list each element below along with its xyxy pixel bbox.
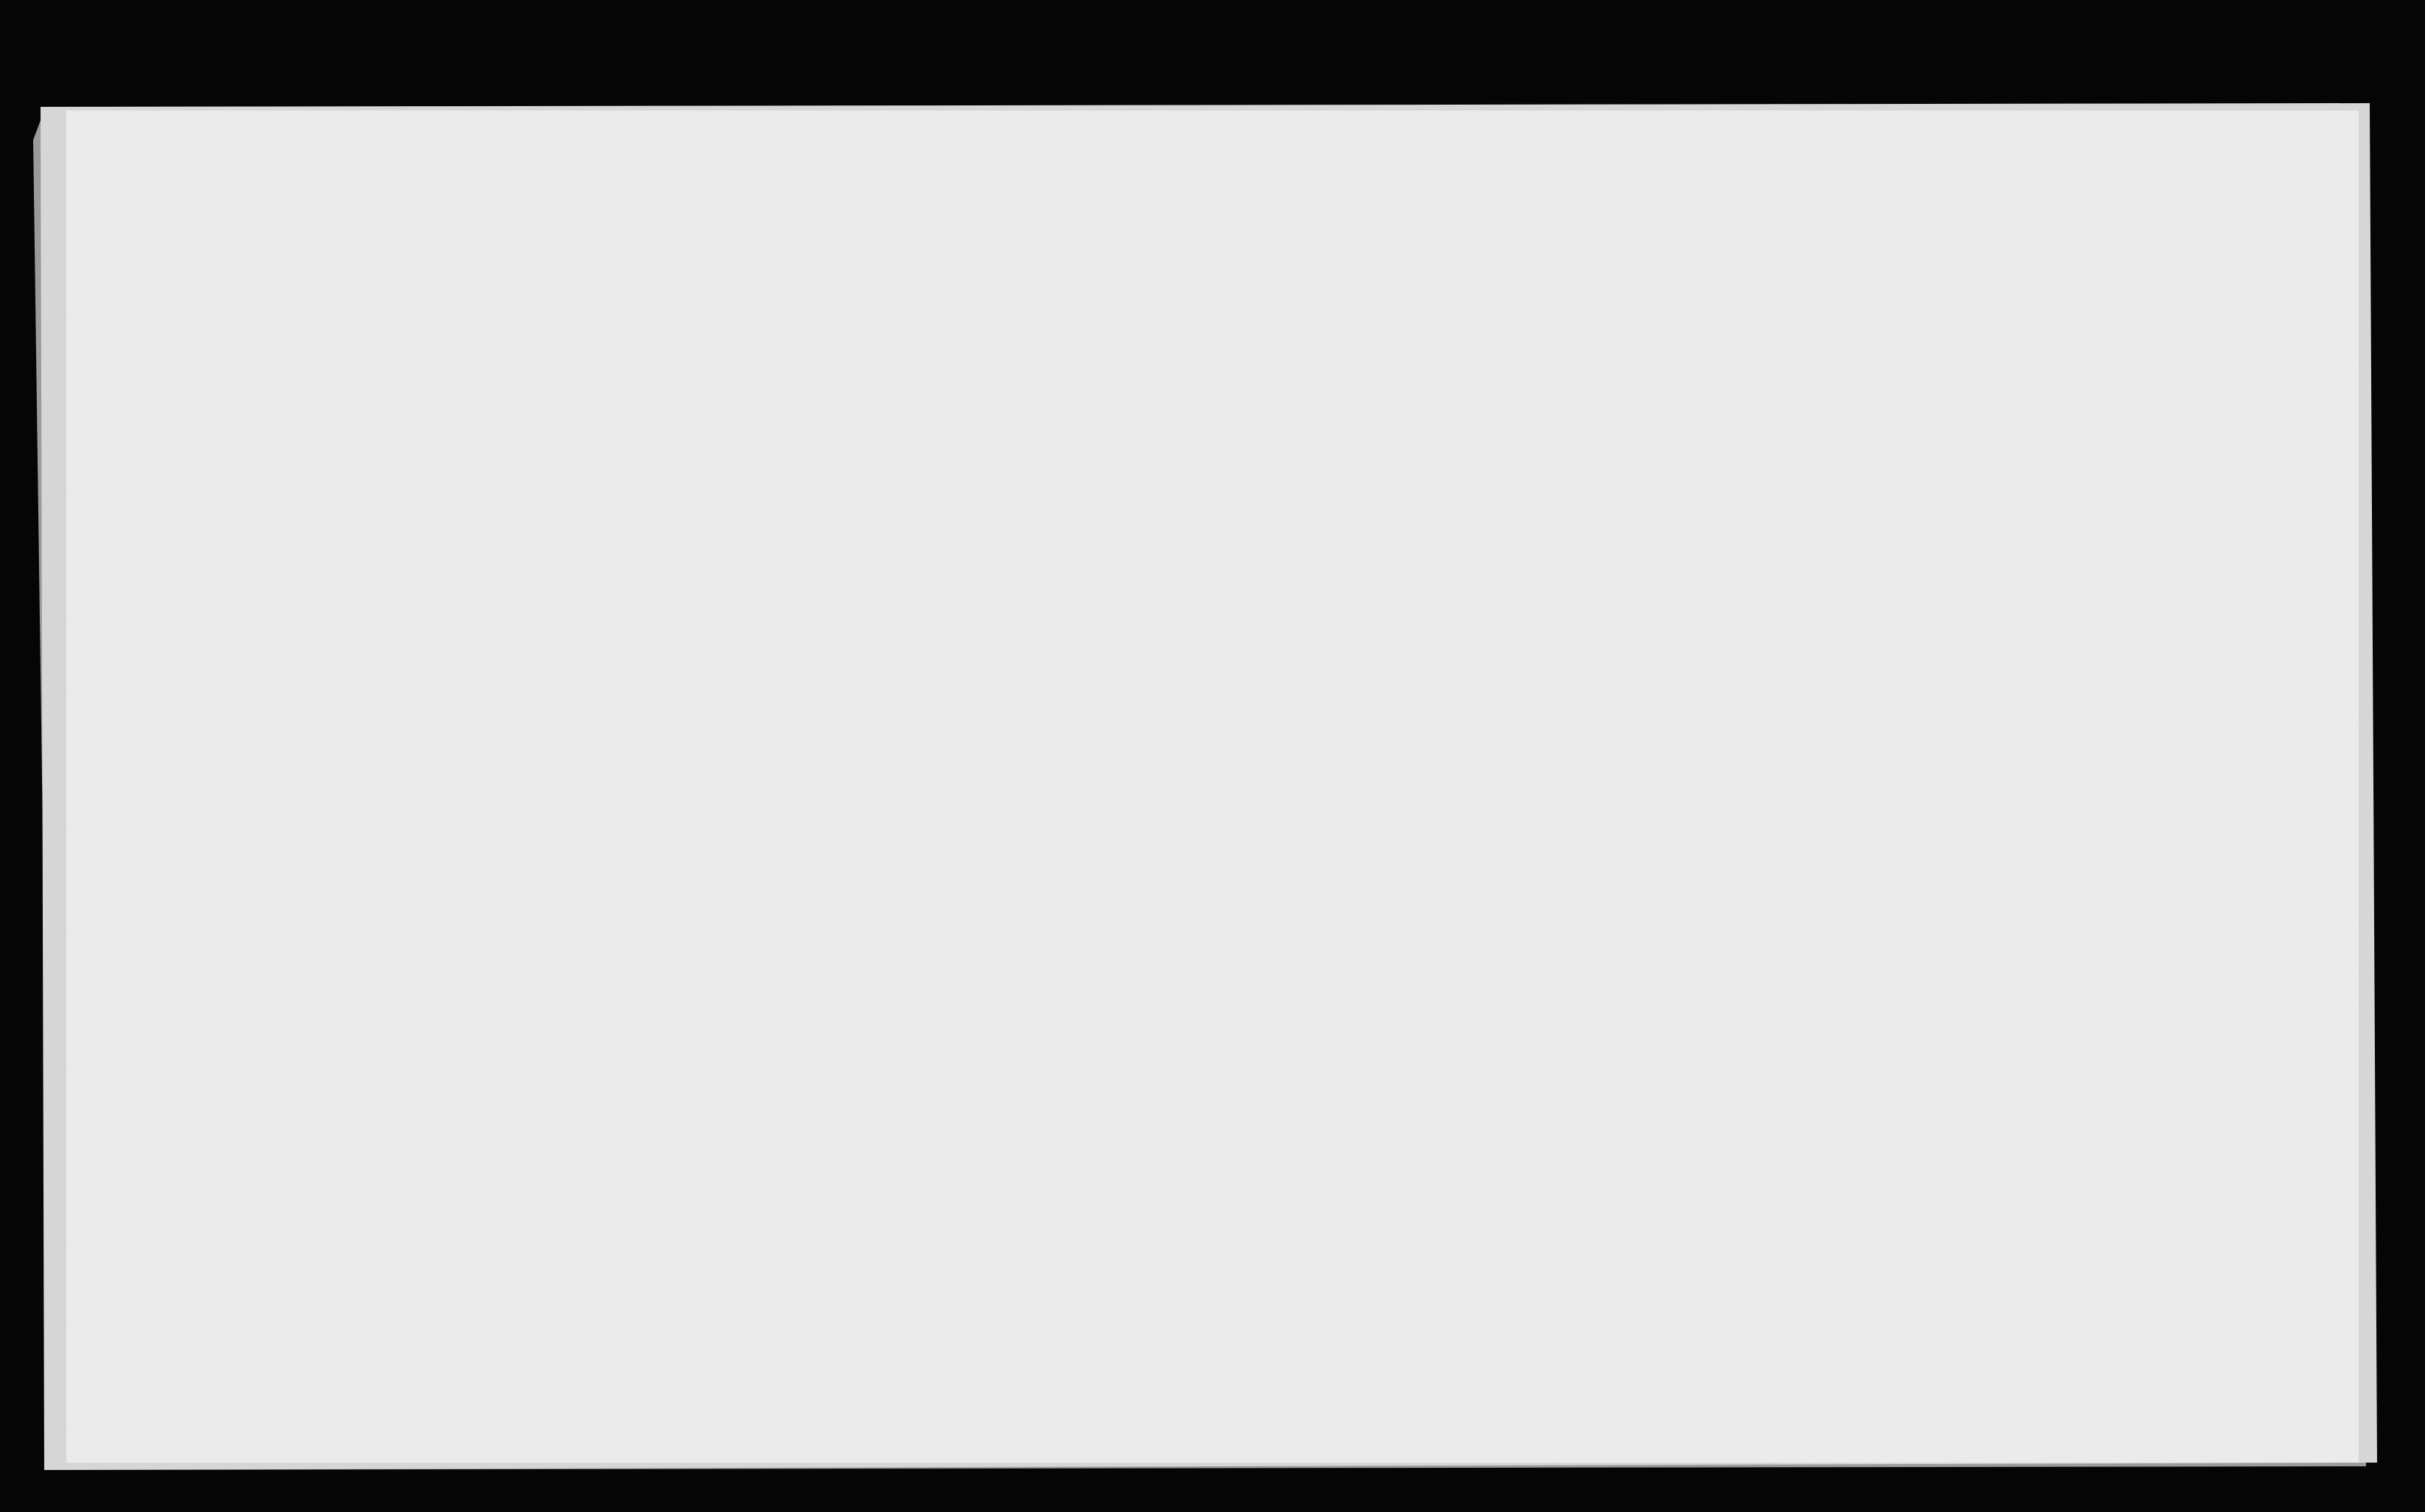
paper-grain bbox=[66, 111, 2359, 1463]
